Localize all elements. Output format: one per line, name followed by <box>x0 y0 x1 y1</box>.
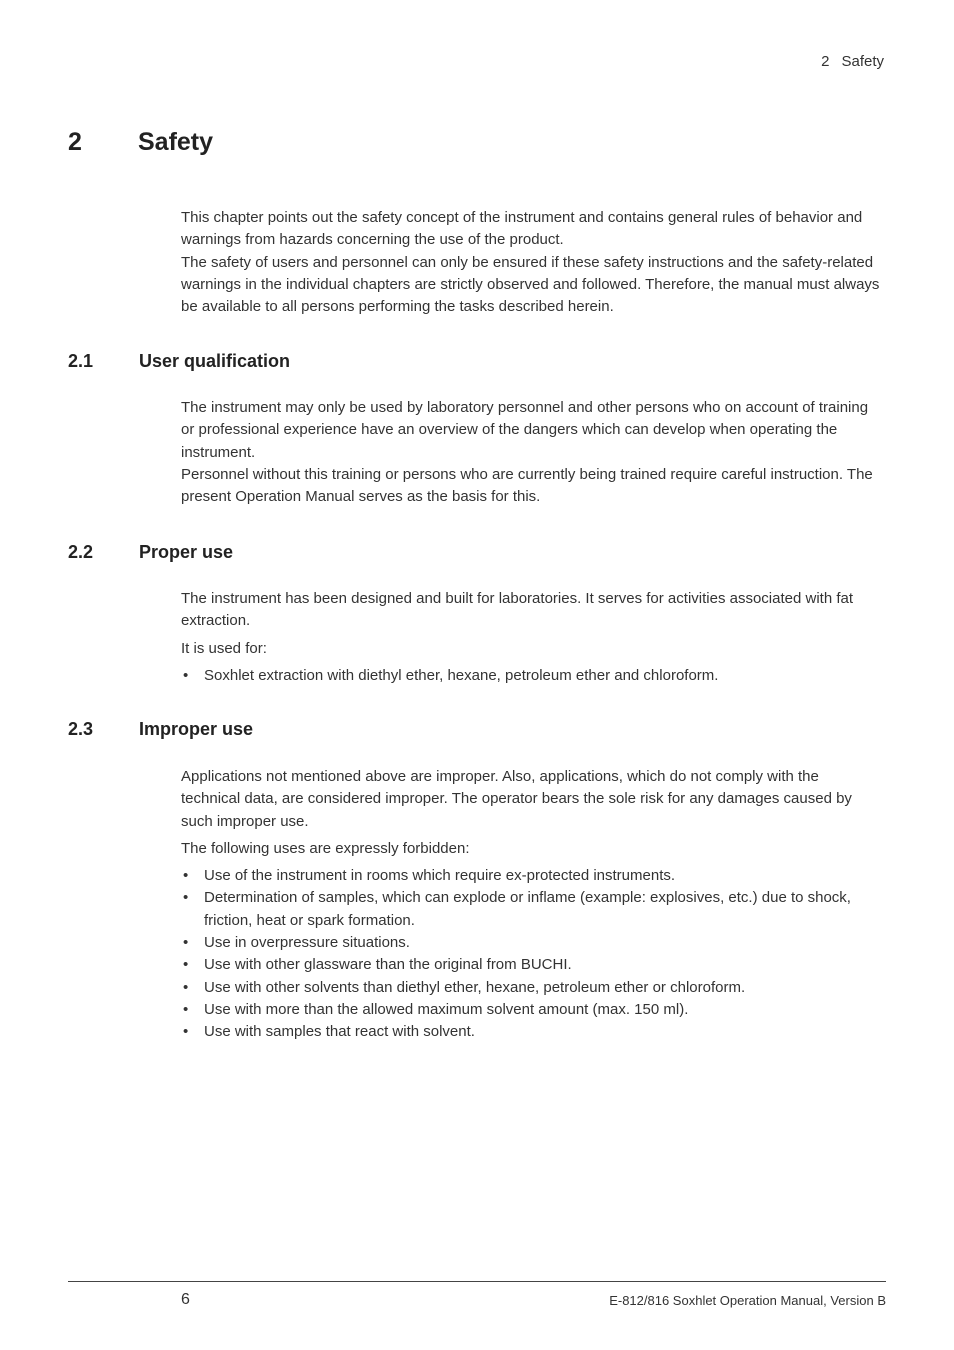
section-number: 2.3 <box>68 719 94 739</box>
paragraph: Applications not mentioned above are improper. Also, applications, which do not comply with the technical data, are considered improper. The operator bears the sole risk for any damages caused by such improper use. <box>181 768 852 830</box>
list-item: • Use in overpressure situations. <box>181 932 881 954</box>
list-item: • Soxhlet extraction with diethyl ether, hexane, petroleum ether and chloroform. <box>181 665 881 687</box>
section-title: User qualification <box>139 351 291 371</box>
section-number: 2.1 <box>68 351 94 371</box>
chapter-title: Safety <box>138 128 214 156</box>
paragraph: The instrument has been designed and built for laboratories. It serves for activities associated with fat extraction. <box>181 590 854 630</box>
running-head <box>821 53 884 70</box>
paragraph: Personnel without this training or persons who are currently being trained require careful instruction. The present Operation Manual serves as the basis for this. <box>181 465 873 506</box>
section-title: Improper use <box>139 719 254 739</box>
intro-paragraph: The safety of users and personnel can only be ensured if these safety instructions and the safety-related warnings in the individual chapters are strictly observed and followed. Therefore, the manual must always be available to all persons performing the tasks described herein. <box>181 253 880 316</box>
chapter-heading <box>68 128 213 157</box>
section-body-proper-use <box>181 588 881 687</box>
running-head-title: Safety <box>841 53 884 70</box>
section-title: Proper use <box>139 542 234 562</box>
list-item: • Use with other solvents than diethyl ether, hexane, petroleum ether or chloroform. <box>181 977 881 999</box>
list-item: • Use with samples that react with solvent. <box>181 1021 881 1043</box>
intro-paragraph: This chapter points out the safety concept of the instrument and contains general rules of behavior and warnings from hazards concerning the use of the product. <box>181 209 863 249</box>
chapter-number: 2 <box>68 128 82 156</box>
paragraph: It is used for: <box>181 639 267 657</box>
footer-document-title: E-812/816 Soxhlet Operation Manual, Version B <box>609 1293 886 1308</box>
section-body-user-qualification <box>181 397 881 508</box>
paragraph: The following uses are expressly forbidden: <box>181 839 470 857</box>
list-item: • Use with more than the allowed maximum solvent amount (max. 150 ml). <box>181 999 881 1021</box>
section-number: 2.2 <box>68 542 94 562</box>
running-head-number: 2 <box>821 53 830 70</box>
footer-divider <box>68 1281 886 1282</box>
bullet-list <box>181 665 881 687</box>
section-body-improper-use <box>181 766 881 1044</box>
page-number: 6 <box>181 1291 190 1308</box>
chapter-intro <box>181 207 881 318</box>
section-heading-user-qualification <box>68 351 290 372</box>
list-item: • Determination of samples, which can explode or inflame (example: explosives, etc.) due to shock, friction, heat or spark formation. <box>181 887 881 932</box>
list-item: • Use with other glassware than the original from BUCHI. <box>181 954 881 976</box>
list-item: • Use of the instrument in rooms which require ex-protected instruments. <box>181 865 881 887</box>
section-heading-improper-use <box>68 719 253 740</box>
paragraph: The instrument may only be used by laboratory personnel and other persons who on account of training or professional experience have an overview of the dangers which can develop when operating the instrument. <box>181 399 869 461</box>
section-heading-proper-use <box>68 542 233 563</box>
bullet-list <box>181 865 881 1043</box>
